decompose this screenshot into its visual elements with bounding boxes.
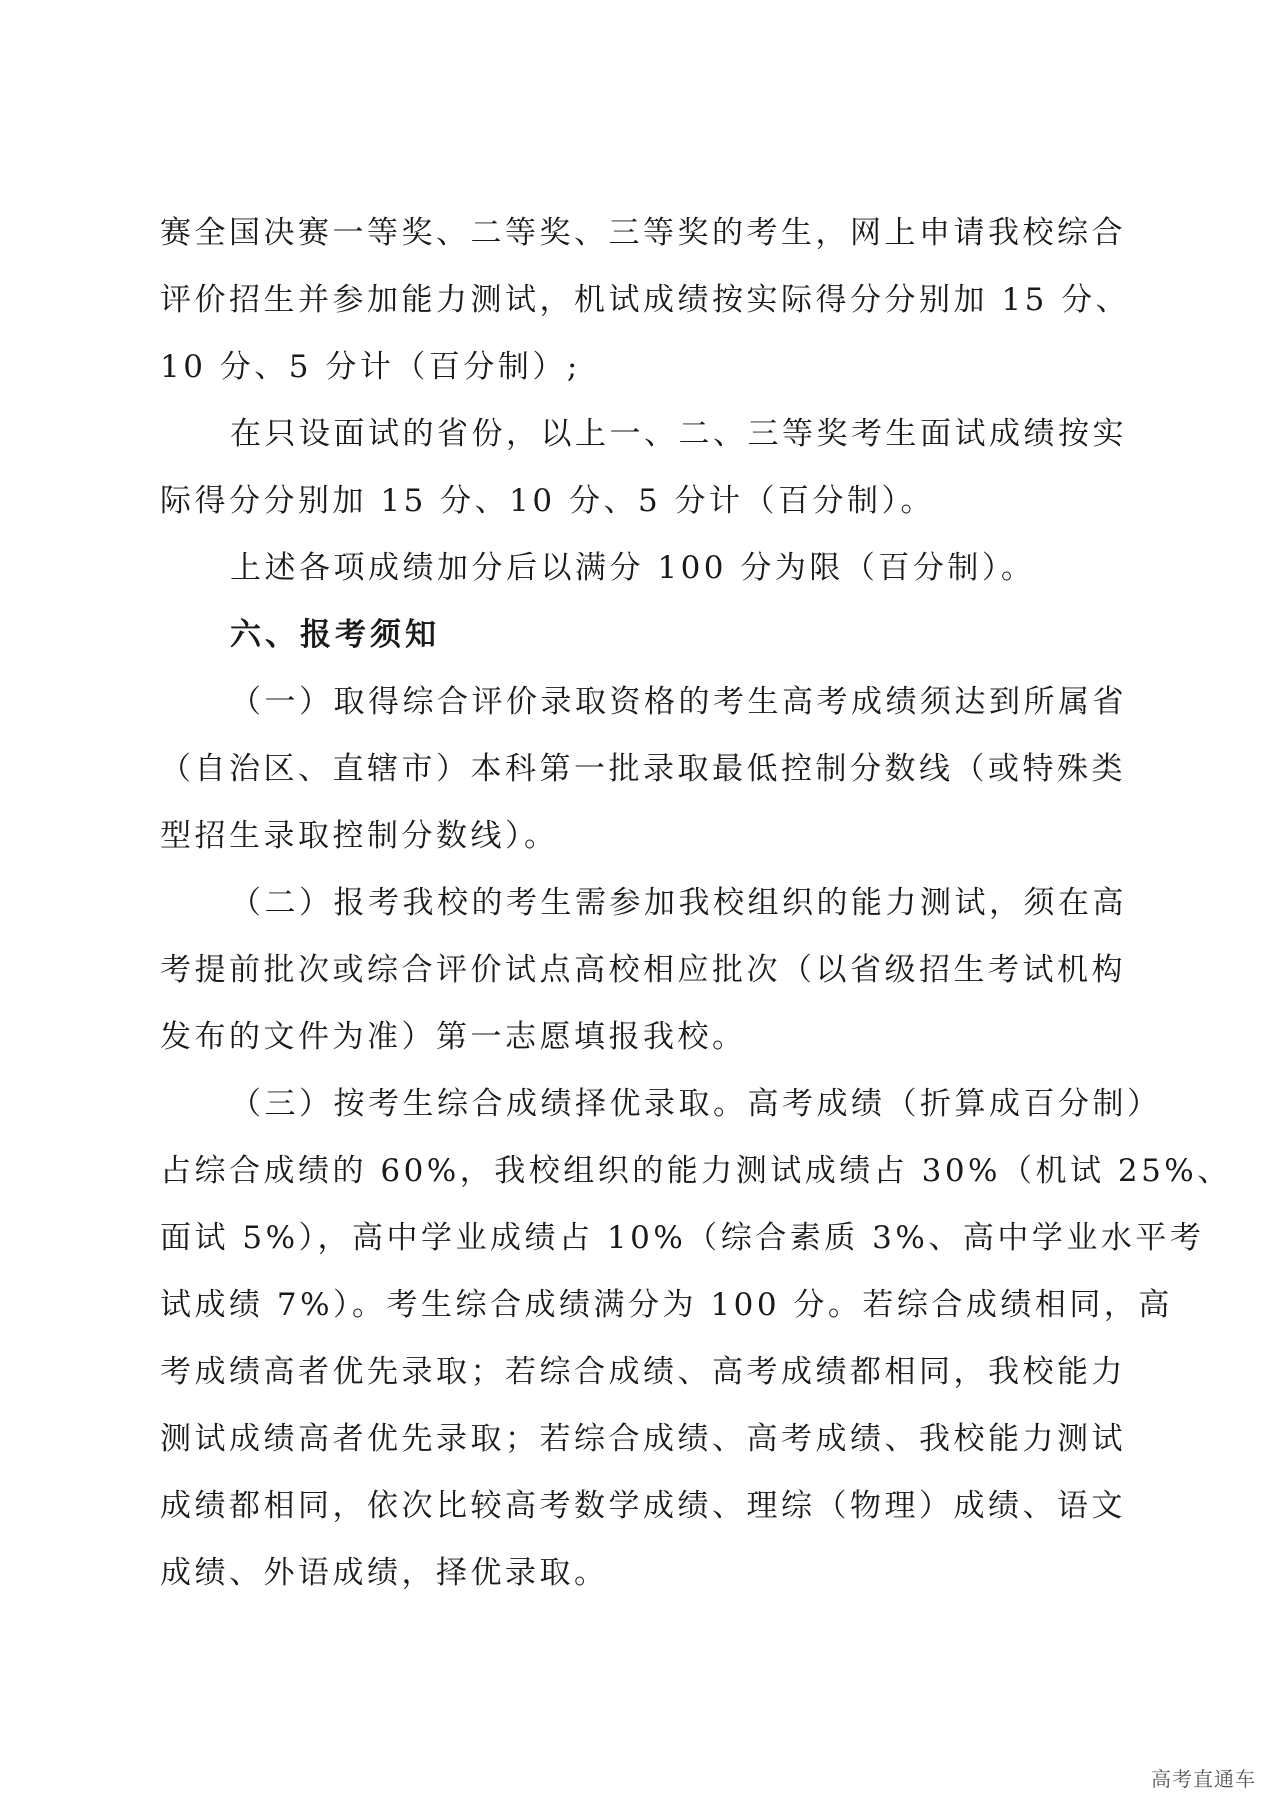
paragraph-line: 面试 5%），高中学业成绩占 10%（综合素质 3%、高中学业水平考 (160, 1220, 1205, 1256)
paragraph-line: （自治区、直辖市）本科第一批录取最低控制分数线（或特殊类 (160, 751, 1126, 787)
paragraph-line: 测试成绩高者优先录取；若综合成绩、高考成绩、我校能力测试 (160, 1421, 1126, 1457)
paragraph-line: 成绩都相同，依次比较高考数学成绩、理综（物理）成绩、语文 (160, 1488, 1126, 1524)
watermark: 高考直通车 (1151, 1767, 1256, 1791)
paragraph-line: 际得分分别加 15 分、10 分、5 分计（百分制）。 (160, 483, 936, 519)
paragraph-line: （一）取得综合评价录取资格的考生高考成绩须达到所属省 (230, 684, 1127, 720)
paragraph (160, 535, 1120, 602)
paragraph-line: 考提前批次或综合评价试点高校相应批次（以省级招生考试机构 (160, 952, 1126, 988)
paragraph-line: 在只设面试的省份，以上一、二、三等奖考生面试成绩按实 (230, 416, 1127, 452)
paragraph-line: 10 分、5 分计（百分制）; (160, 349, 581, 385)
paragraph-line: 成绩、外语成绩，择优录取。 (160, 1555, 609, 1591)
paragraph (160, 870, 1127, 1071)
paragraph (160, 200, 1131, 401)
paragraph-line: 占综合成绩的 60%，我校组织的能力测试成绩占 30%（机试 25%、 (160, 1153, 1232, 1189)
paragraph-line: 上述各项成绩加分后以满分 100 分为限（百分制）。 (230, 550, 1036, 586)
paragraph (160, 1071, 1232, 1607)
paragraph-line: 考成绩高者优先录取；若综合成绩、高考成绩都相同，我校能力 (160, 1354, 1126, 1390)
paragraph-line: 发布的文件为准）第一志愿填报我校。 (160, 1019, 747, 1055)
paragraph-line: 评价招生并参加能力测试，机试成绩按实际得分分别加 15 分、 (160, 282, 1131, 318)
paragraph (160, 669, 1127, 870)
paragraph-line: （二）报考我校的考生需参加我校组织的能力测试，须在高 (230, 885, 1127, 921)
heading-text: 六、报考须知 (230, 617, 440, 653)
document-body (160, 200, 1232, 1607)
section-heading (160, 602, 1120, 669)
paragraph-line: 试成绩 7%）。考生综合成绩满分为 100 分。若综合成绩相同，高 (160, 1287, 1173, 1323)
paragraph-line: 赛全国决赛一等奖、二等奖、三等奖的考生，网上申请我校综合 (160, 215, 1126, 251)
paragraph-line: （三）按考生综合成绩择优录取。高考成绩（折算成百分制） (230, 1086, 1162, 1122)
paragraph (160, 401, 1127, 535)
paragraph-line: 型招生录取控制分数线）。 (160, 818, 559, 854)
